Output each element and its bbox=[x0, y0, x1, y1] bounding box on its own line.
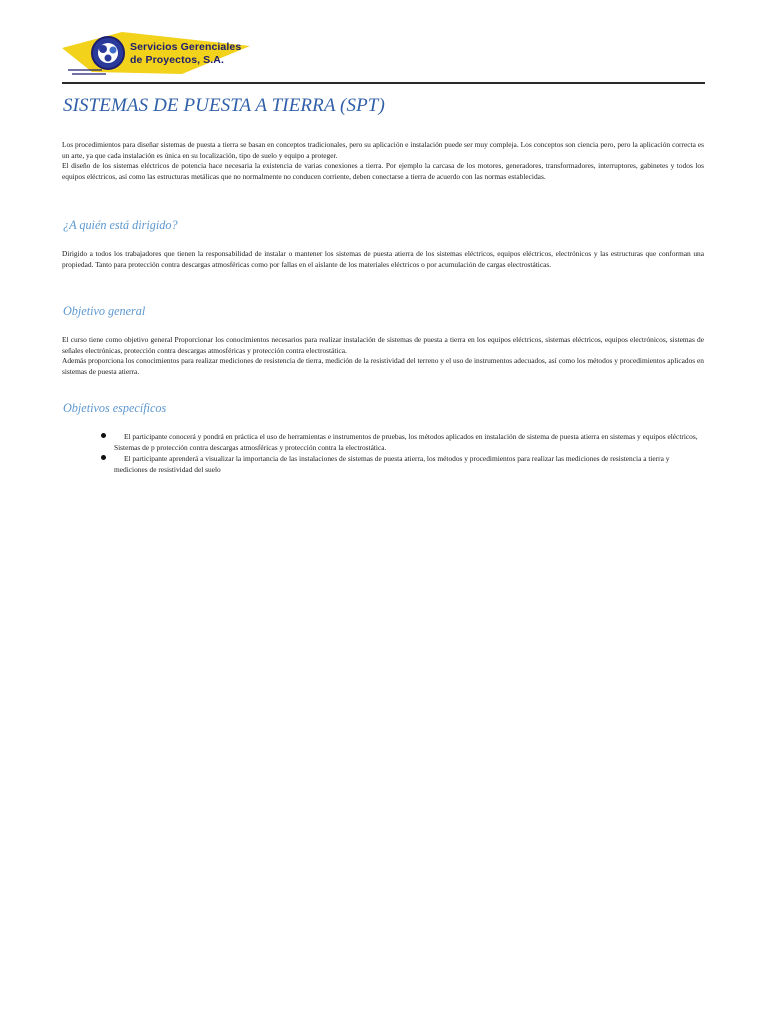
general-objective-paragraph-1: El curso tiene como objetivo general Proporcionar los conocimientos necesarios para realizar instalación de sistemas de puesta a tierra en los equipos eléctricos, sistemas eléctricos, equipos electrónicos, sistemas de señales electrónicas, protección contra descargas atmosféricas y protección contra electrostática. bbox=[62, 335, 704, 355]
logo-text bbox=[130, 41, 241, 67]
specific-objectives-list bbox=[104, 432, 704, 476]
bullet-icon bbox=[101, 455, 106, 460]
section-heading-general-objective: Objetivo general bbox=[63, 304, 146, 318]
section-heading-specific-objectives: Objetivos específicos bbox=[63, 401, 167, 415]
section-heading-audience: ¿A quién está dirigido? bbox=[63, 218, 178, 232]
list-item bbox=[104, 454, 704, 475]
list-item-text: El participante conocerá y pondrá en práctica el uso de herramientas e instrumentos de pruebas, los métodos aplicados en instalación de sistema de puesta atierra en sistemas y equipos eléctricos, Sistemas de p protección contra descargas atmosféricas y protección contra la electrostática. bbox=[114, 432, 698, 452]
intro-paragraph-2: El diseño de los sistemas eléctricos de potencia hace necesaria la existencia de varias conexiones a tierra. Por ejemplo la carcasa de los motores, generadores, transformadores, interruptores, gabinetes y todos los equipos eléctricos, así como las estructuras metálicas que no normalmente no conducen corriente, deben conectarse a tierra de acuerdo con las normas establecidas. bbox=[62, 161, 704, 181]
list-item bbox=[104, 432, 704, 453]
audience-paragraph: Dirigido a todos los trabajadores que tienen la responsabilidad de instalar o mantener los sistemas de puesta atierra de los sistemas eléctricos, equipos eléctricos, electrónicos y las estructuras que conforman una propiedad. Tanto para protección contra descargas atmosféricas como por fallas en el aislante de los materiales eléctricos o por acumulación de cargas electrostáticas. bbox=[62, 249, 704, 269]
page-title: SISTEMAS DE PUESTA A TIERRA (SPT) bbox=[63, 95, 385, 116]
logo-line-1: Servicios Gerenciales bbox=[130, 41, 242, 53]
general-objective-paragraph-2: Además proporciona los conocimientos para realizar mediciones de resistencia de tierra, medición de la resistividad del terreno y el uso de instrumentos adecuados, así como los métodos y procedimientos aplicados en sistemas de puesta atierra. bbox=[62, 356, 704, 376]
intro-paragraph-1: Los procedimientos para diseñar sistemas de puesta a tierra se basan en conceptos tradicionales, pero su aplicación e instalación puede ser muy compleja. Los conceptos son ciencia pero, pero la aplicación correcta es un arte, ya que cada instalación es única en su localización, tipo de suelo y equipo a proteger. bbox=[62, 140, 704, 160]
list-item-text: El participante aprenderá a visualizar la importancia de las instalaciones de sistemas de puesta atierra, los métodos y procedimientos para realizar las mediciones de resistencia a tierra y mediciones de resistividad del suelo bbox=[114, 454, 670, 474]
company-logo bbox=[62, 28, 252, 84]
logo-line-2: de Proyectos, S.A. bbox=[130, 54, 224, 66]
bullet-icon bbox=[101, 433, 106, 438]
header-divider bbox=[62, 82, 705, 84]
